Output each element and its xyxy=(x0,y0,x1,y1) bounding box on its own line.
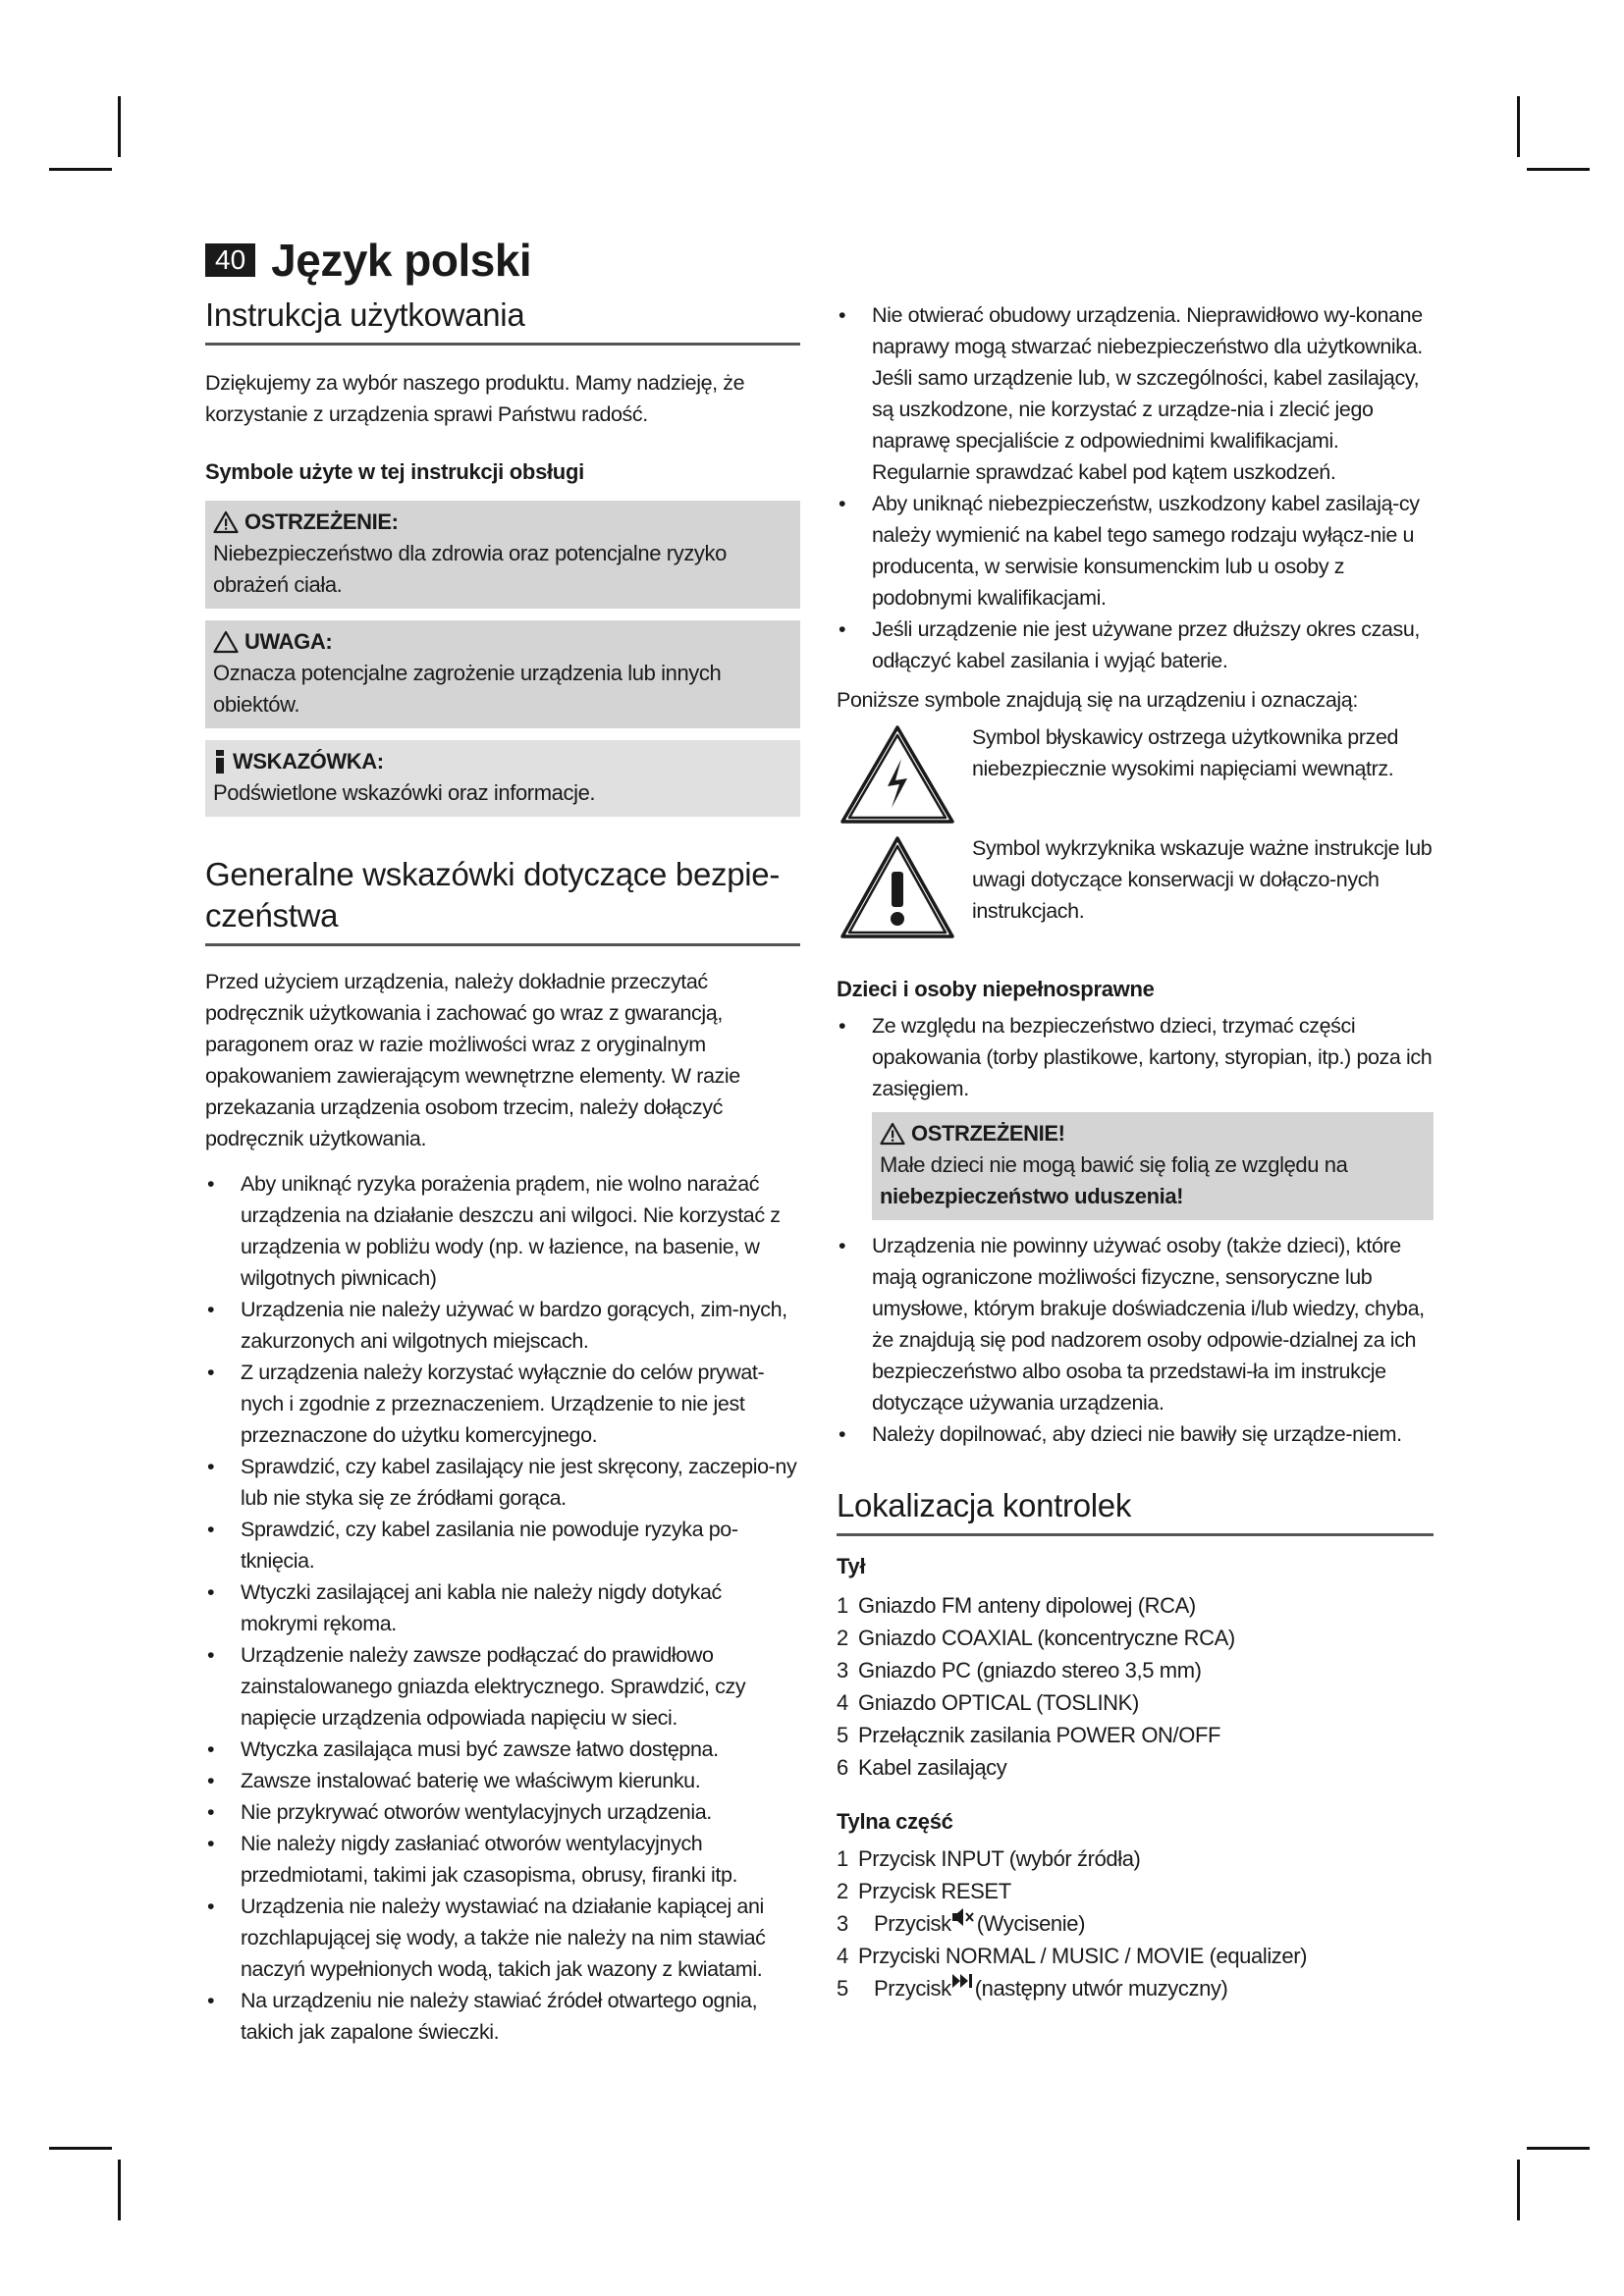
crop-mark xyxy=(1517,96,1520,157)
safety-heading: Generalne wskazówki dotyczące bezpie-czeństwa xyxy=(205,854,800,946)
exclamation-warning-icon xyxy=(837,832,958,942)
lightning-symbol-text: Symbol błyskawicy ostrzega użytkownika przed niebezpiecznie wysokimi napięciami wewnątrz. xyxy=(972,725,1399,780)
list-item: 6 Kabel zasilający xyxy=(837,1755,1007,1781)
back-heading: Tył xyxy=(837,1554,866,1579)
controls-heading: Lokalizacja kontrolek xyxy=(837,1485,1434,1536)
list-item: • Należy dopilnować, aby dzieci nie bawiły się urządze-niem. xyxy=(839,1422,1402,1446)
list-item: • Wtyczka zasilająca musi być zawsze łatwo dostępna. xyxy=(207,1736,719,1761)
warning-triangle-icon xyxy=(213,510,239,534)
list-item: 3 Przycisk (Wycisenie) xyxy=(837,1907,1434,1940)
list-item: • Urządzenia nie powinny używać osoby (także dzieci), które mają ograniczone możliwości fizyczne, sensoryczne lub umysłowe, którym brakuje doświadczenia i/lub wiedzy, chyba, że znajdują się pod nadzorem osoby odpowie-dzialnej za ich bezpieczeństwo albo osoba ta przedstawi-ła im instrukcje dotyczące używania urządzenia. xyxy=(839,1234,1425,1415)
list-item: 1 Gniazdo FM anteny dipolowej (RCA) xyxy=(837,1593,1196,1619)
list-item: • Urządzenia nie należy używać w bardzo gorących, zim-nych, zakurzonych ani wilgotnych miejscach. xyxy=(207,1297,787,1353)
list-item: 5 Przycisk (następny utwór muzyczny) xyxy=(837,1972,1434,2004)
list-item: 2 Przycisk RESET xyxy=(837,1879,1011,1904)
crop-mark xyxy=(1527,2147,1590,2150)
crop-mark xyxy=(118,2160,121,2220)
mute-icon xyxy=(951,1907,977,1927)
right-column xyxy=(837,299,1434,2004)
lightning-warning-icon xyxy=(837,721,958,828)
safety-bullet-list-continued xyxy=(837,299,1434,676)
list-item: • Aby uniknąć ryzyka porażenia prądem, nie wolno narażać urządzenia na działanie deszczu ani wilgoci. Nie korzystać z urządzenia w pobliżu wody (np. w łazience, na basenie, w wilgotnych piwnicach) xyxy=(207,1171,781,1290)
info-icon xyxy=(213,749,227,774)
warning-box xyxy=(205,501,800,609)
list-item: • Nie należy nigdy zasłaniać otworów wentylacyjnych przedmiotami, takimi jak czasopisma, obrusy, firanki itp. xyxy=(207,1831,738,1887)
rear-list xyxy=(837,1842,1434,2004)
hint-title: WSKAZÓWKA: xyxy=(233,749,384,774)
children-bullet-list-2 xyxy=(837,1230,1434,1450)
warning-text: Niebezpieczeństwo dla zdrowia oraz potencjalne ryzyko obrażeń ciała. xyxy=(213,541,727,598)
list-item: • Urządzenie należy zawsze podłączać do prawidłowo zainstalowanego gniazda elektrycznego. Sprawdzić, czy napięcie urządzenia odpowiada napięciu w sieci. xyxy=(207,1642,746,1730)
child-warning-bold: niebezpieczeństwo uduszenia! xyxy=(880,1184,1184,1208)
child-warning-text: Małe dzieci nie mogą bawić się folią ze względu na xyxy=(880,1152,1348,1177)
child-warning-box xyxy=(872,1112,1434,1220)
list-item: • Wtyczki zasilającej ani kabla nie należy nigdy dotykać mokrymi rękoma. xyxy=(207,1579,722,1635)
page-number: 40 xyxy=(205,243,255,277)
child-warning-title: OSTRZEŻENIE! xyxy=(911,1121,1065,1146)
list-item: 4 Gniazdo OPTICAL (TOSLINK) xyxy=(837,1690,1139,1716)
list-item: 5 Przełącznik zasilania POWER ON/OFF xyxy=(837,1723,1221,1748)
list-item: • Nie otwierać obudowy urządzenia. Nieprawidłowo wy-konane naprawy mogą stwarzać niebezpieczeństwo dla użytkownika. Jeśli samo urządzenie lub, w szczególności, kabel zasilający, są uszkodzone, nie korzystać z urządze-nia i zlecić jego naprawę specjaliście z odpowiednimi kwalifikacjami. Regularnie sprawdzać kabel pod kątem uszkodzeń. xyxy=(839,303,1423,484)
list-item: • Aby uniknąć niebezpieczeństw, uszkodzony kabel zasilają-cy należy wymienić na kabel tego samego rodzaju wyłącz-nie u producenta, w serwisie konsumenckim lub u osoby z podobnymi kwalifikacjami. xyxy=(839,492,1420,610)
list-item: • Jeśli urządzenie nie jest używane przez dłuższy okres czasu, odłączyć kabel zasilania i wyjąć baterie. xyxy=(839,617,1420,672)
caution-triangle-icon xyxy=(213,630,239,654)
lightning-symbol-row xyxy=(837,721,1434,832)
left-column xyxy=(205,294,800,2048)
crop-mark xyxy=(49,168,112,171)
list-item: • Z urządzenia należy korzystać wyłącznie do celów prywat-nych i zgodnie z przeznaczeniem. Urządzenie to nie jest przeznaczone do użytku komercyjnego. xyxy=(207,1360,765,1447)
list-item: 2 Gniazdo COAXIAL (koncentryczne RCA) xyxy=(837,1626,1235,1651)
list-item: 4 Przyciski NORMAL / MUSIC / MOVIE (equalizer) xyxy=(837,1944,1308,1969)
caution-title: UWAGA: xyxy=(244,629,333,655)
device-symbols-intro: Poniższe symbole znajdują się na urządzeniu i oznaczają: xyxy=(837,688,1358,712)
rear-heading: Tylna część xyxy=(837,1809,953,1835)
page-header xyxy=(205,234,531,287)
symbols-heading: Symbole użyte w tej instrukcji obsługi xyxy=(205,459,584,485)
safety-bullet-list xyxy=(205,1168,800,2048)
safety-intro: Przed użyciem urządzenia, należy dokładnie przeczytać podręcznik użytkowania i zachować go wraz z gwarancją, paragonem oraz w razie możliwości wraz z oryginalnym opakowaniem zawierającym wewnętrzne elementy. W razie przekazania urządzenia osobom trzecim, należy dołączyć podręcznik użytkowania. xyxy=(205,969,740,1150)
crop-mark xyxy=(1527,168,1590,171)
next-track-icon xyxy=(951,1972,975,1990)
children-bullet-list xyxy=(837,1010,1434,1104)
list-item: • Ze względu na bezpieczeństwo dzieci, trzymać części opakowania (torby plastikowe, kartony, styropian, itp.) poza ich zasięgiem. xyxy=(839,1014,1433,1100)
list-item: 1 Przycisk INPUT (wybór źródła) xyxy=(837,1846,1141,1872)
children-heading: Dzieci i osoby niepełnosprawne xyxy=(837,977,1155,1001)
caution-box xyxy=(205,620,800,728)
list-item: 3 Gniazdo PC (gniazdo stereo 3,5 mm) xyxy=(837,1658,1202,1683)
back-list xyxy=(837,1589,1434,1784)
warning-title: OSTRZEŻENIE: xyxy=(244,509,399,535)
list-item: • Urządzenia nie należy wystawiać na działanie kapiącej ani rozchlapującej się wody, a także nie należy na nim stawiać naczyń wypełnionych wodą, takich jak wazony z kwiatami. xyxy=(207,1894,766,1981)
list-item: • Sprawdzić, czy kabel zasilania nie powoduje ryzyka po-tknięcia. xyxy=(207,1517,738,1573)
exclamation-symbol-text: Symbol wykrzyknika wskazuje ważne instrukcje lub uwagi dotyczące konserwacji w dołączo-nych instrukcjach. xyxy=(972,836,1433,923)
list-item: • Na urządzeniu nie należy stawiać źródeł otwartego ognia, takich jak zapalone świeczki. xyxy=(207,1988,758,2044)
list-item: • Sprawdzić, czy kabel zasilający nie jest skręcony, zaczepio-ny lub nie styka się ze źródłami gorąca. xyxy=(207,1454,797,1510)
caution-text: Oznacza potencjalne zagrożenie urządzenia lub innych obiektów. xyxy=(213,661,722,718)
crop-mark xyxy=(118,96,121,157)
list-item: • Nie przykrywać otworów wentylacyjnych urządzenia. xyxy=(207,1799,712,1824)
list-item: • Zawsze instalować baterię we właściwym kierunku. xyxy=(207,1768,701,1792)
warning-triangle-icon xyxy=(880,1122,905,1146)
hint-box xyxy=(205,740,800,817)
intro-text: Dziękujemy za wybór naszego produktu. Mamy nadzieję, że korzystanie z urządzenia sprawi Państwu radość. xyxy=(205,371,745,427)
hint-text: Podświetlone wskazówki oraz informacje. xyxy=(213,780,596,806)
crop-mark xyxy=(1517,2160,1520,2220)
exclamation-symbol-row xyxy=(837,832,1434,947)
instructions-heading: Instrukcja użytkowania xyxy=(205,294,800,346)
language-title: Język polski xyxy=(271,235,532,286)
crop-mark xyxy=(49,2147,112,2150)
